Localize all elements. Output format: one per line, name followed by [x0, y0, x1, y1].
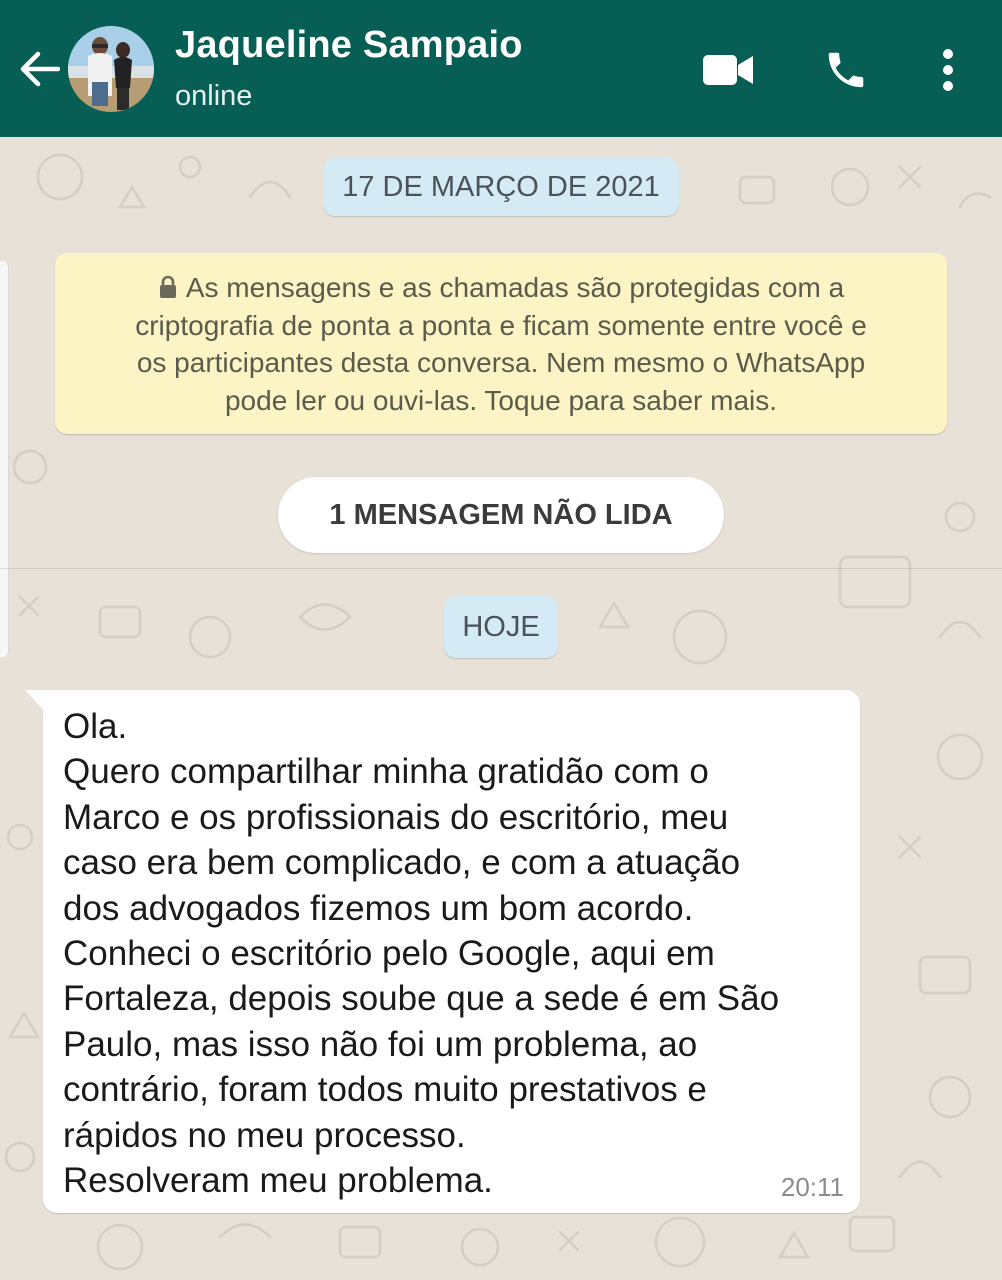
avatar-photo: [68, 26, 154, 112]
video-call-icon: [702, 53, 754, 87]
back-arrow-icon: [18, 50, 60, 88]
encryption-notice-line: [81, 269, 921, 307]
message-text: [63, 704, 853, 1203]
more-options-button[interactable]: [926, 40, 970, 100]
chat-header: [0, 0, 1002, 137]
contact-name[interactable]: Jaqueline Sampaio: [175, 24, 523, 66]
message-line: Paulo, mas isso não foi um problema, ao: [63, 1024, 698, 1064]
message-line: Conheci o escritório pelo Google, aqui em: [63, 934, 715, 974]
unread-messages-badge: 1 MENSAGEM NÃO LIDA: [278, 477, 724, 553]
message-line: Ola.: [63, 707, 128, 746]
message-line: Resolveram meu problema.: [63, 1161, 493, 1201]
date-separator: 17 DE MARÇO DE 2021: [323, 158, 679, 216]
encryption-notice[interactable]: [55, 253, 947, 434]
incoming-message-bubble[interactable]: [43, 690, 860, 1213]
message-line: Quero compartilhar minha gratidão com o: [63, 752, 709, 792]
message-line: rápidos no meu processo.: [63, 1115, 466, 1155]
message-line: Fortaleza, depois soube que a sede é em São: [63, 979, 780, 1019]
message-line: dos advogados fizemos um bom acordo.: [63, 888, 694, 928]
contact-status: online: [175, 80, 253, 112]
message-line: caso era bem complicado, e com a atuação: [63, 843, 741, 883]
voice-call-button[interactable]: [816, 40, 876, 100]
encryption-text-line-2: criptografia de ponta a ponta e ficam somente entre você e: [135, 309, 867, 341]
avatar[interactable]: [68, 26, 154, 112]
encryption-text-line-1: As mensagens e as chamadas são protegidas com a: [185, 272, 845, 303]
lock-icon: [158, 275, 178, 299]
date-separator-today: HOJE: [444, 596, 558, 658]
side-scroll-indicator[interactable]: [0, 261, 9, 657]
more-options-icon: [941, 48, 955, 92]
message-timestamp: 20:11: [780, 1172, 844, 1202]
encryption-text-line-3: os participantes desta conversa. Nem mesmo o WhatsApp: [136, 347, 866, 378]
message-line: Marco e os profissionais do escritório, meu: [63, 797, 729, 837]
message-line: contrário, foram todos muito prestativos e: [63, 1070, 707, 1110]
chat-area[interactable]: [0, 137, 1002, 1280]
back-button[interactable]: [14, 42, 64, 96]
voice-call-icon: [823, 47, 869, 93]
video-call-button[interactable]: [696, 40, 760, 100]
bubble-tail: [25, 690, 45, 712]
encryption-text-line-4: pode ler ou ouvi-las. Toque para saber mais.: [224, 384, 778, 416]
unread-divider: [0, 568, 1002, 569]
